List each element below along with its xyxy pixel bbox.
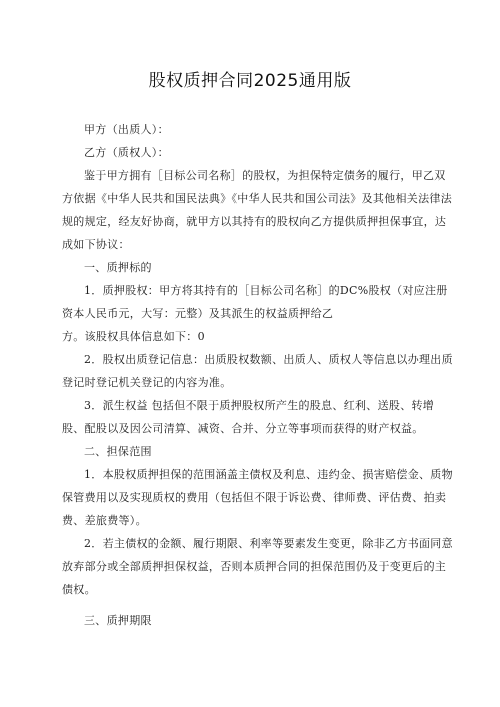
clause-guarantee-changes: 2．若主债权的金额、履行期限、利率等要素发生变更，除非乙方书面同意放弃部分或全部质押担保权益，否则本质押合同的担保范围仍及于变更后的主债权。	[62, 537, 453, 596]
section-heading-guarantee-scope: 二、担保范围	[84, 445, 152, 458]
clause-derived-rights: 3．派生权益 包括但不限于质押股权所产生的股息、红利、送股、转增股、配股以及因公司清算、减资、合并、分立等事项而获得的财产权益。	[62, 399, 435, 435]
clause-pledged-equity-continued: 方。该股权具体信息如下：0	[62, 330, 205, 343]
document-body	[62, 118, 454, 632]
section-heading-pledge-subject: 一、质押标的	[84, 261, 152, 274]
party-pledgor: 甲方（出质人）：	[84, 123, 169, 136]
party-pledgee: 乙方（质权人）：	[84, 146, 169, 159]
clause-guarantee-coverage: 1．本股权质押担保的范围涵盖主债权及利息、违约金、损害赔偿金、质物保管费用以及实现质权的费用（包括但不限于诉讼费、律师费、评估费、拍卖费、差旅费等）。	[62, 468, 453, 527]
document-title: 股权质押合同2025通用版	[148, 71, 352, 91]
clause-pledged-equity: 1．质押股权：甲方将其持有的［目标公司名称］的DC%股权（对应注册资本人民币元，大写：元整）及其派生的权益质押给乙	[62, 284, 448, 320]
clause-registration-info: 2．股权出质登记信息：出质股权数额、出质人、质权人等信息以办理出质登记时登记机关登记的内容为准。	[62, 353, 453, 389]
section-heading-pledge-term: 三、质押期限	[84, 614, 152, 627]
preamble-paragraph: 鉴于甲方拥有［目标公司名称］的股权，为担保特定债务的履行，甲乙双方依据《中华人民共和国民法典》《中华人民共和国公司法》及其他相关法律法规的规定，经友好协商，就甲方以其持有的股权向乙方提供质押担保事宜，达成如下协议：	[62, 169, 452, 251]
